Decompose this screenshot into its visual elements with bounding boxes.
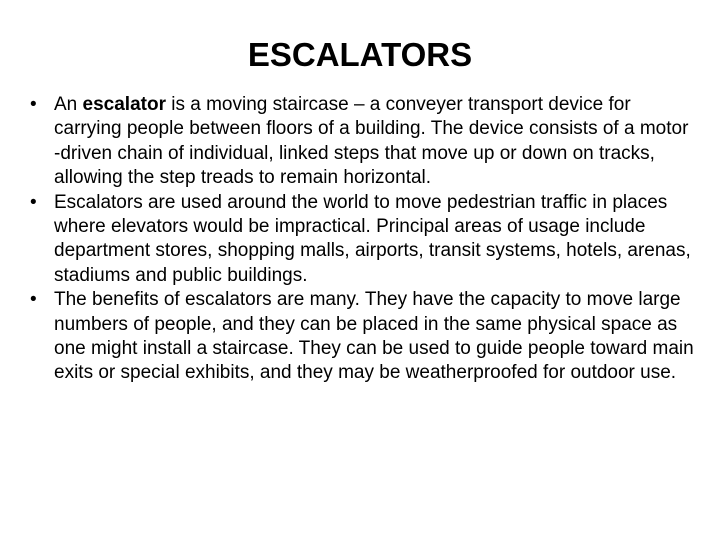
- bullet-marker: •: [30, 191, 37, 213]
- bullet-text-before: An: [54, 94, 83, 115]
- bullet-text-after: is a moving staircase – a conveyer transport device for carrying people between floors of a building. The device consists of a motor -driven chain of individual, linked steps that move up or down on tracks, allowing the step treads to remain horizontal.: [54, 94, 689, 189]
- bullet-marker: •: [30, 94, 37, 115]
- bullet-item-benefits: [30, 288, 698, 386]
- bullet-text: Escalators are used around the world to move pedestrian traffic in places where elevators would be impractical. Principal areas of usage include department stores, shopping malls, airports, transit systems, hotels, arenas, stadiums and public buildings.: [54, 191, 691, 286]
- bullet-marker: •: [30, 289, 37, 311]
- bullet-text: The benefits of escalators are many. They have the capacity to move large numbers of people, and they can be placed in the same physical space as one might install a staircase. They can be used to guide people toward main exits or special exhibits, and they may be weatherproofed for outdoor use.: [54, 289, 694, 384]
- bullet-strong-term: escalator: [82, 94, 166, 115]
- bullet-item-definition: [30, 93, 698, 191]
- slide-title: ESCALATORS: [247, 36, 473, 73]
- bullet-item-usage: [30, 191, 698, 289]
- bullet-list: [30, 93, 698, 386]
